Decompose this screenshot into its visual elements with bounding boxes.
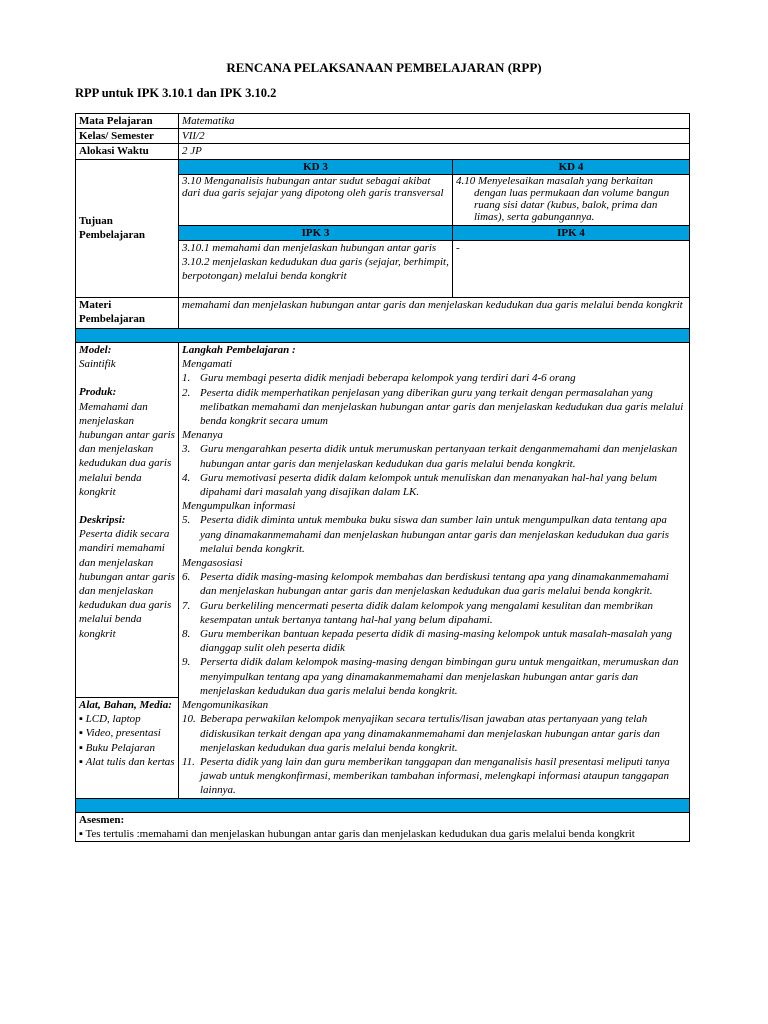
tujuan-label-line1: Tujuan (79, 215, 113, 228)
ipk4-text: - (453, 241, 690, 298)
document-title: RENCANA PELAKSANAAN PEMBELAJARAN (RPP) (226, 60, 542, 75)
alat-item: ▪ Alat tulis dan kertas (79, 755, 175, 769)
step-text: Peserta didik diminta untuk membuka buku siswa dan sumber lain untuk mengumpulkan data tentang apa yang dinamakanmemahami dan menjelaskan hubungan antar garis dan menjelaskan kedudukan dua garis melalui benda kongkrit. (200, 514, 669, 555)
steps-mengamati (182, 371, 686, 428)
stage-mengomunikasikan: Mengomunikasikan (182, 699, 269, 712)
step-number: 3. (182, 443, 191, 456)
step-number: 8. (182, 628, 191, 641)
langkah-label: Langkah Pembelajaran : (182, 344, 296, 357)
list-item (182, 655, 686, 698)
step-number: 1. (182, 372, 191, 385)
row-alokasi-waktu (76, 144, 690, 159)
list-item (182, 570, 686, 598)
sidebar-model-block (76, 343, 178, 697)
kd4-header: KD 4 (453, 159, 690, 174)
document-subtitle: RPP untuk IPK 3.10.1 dan IPK 3.10.2 (75, 86, 277, 100)
list-item (182, 755, 686, 798)
step-number: 6. (182, 571, 191, 584)
step-text: Peserta didik yang lain dan guru memberikan tanggapan dan menganalisis hasil presentasi meliputi tanya jawab untuk mengkonfirmasi, memberikan tambahan informasi, melengkapi informasi ataupun tanggapan lainnya. (200, 755, 670, 797)
alat-item: ▪ Buku Pelajaran (79, 741, 175, 755)
list-item (182, 471, 686, 499)
kelas-semester-value: VII/2 (179, 129, 690, 144)
list-item (182, 371, 686, 385)
tujuan-pembelajaran-label (76, 159, 179, 297)
section-divider-bar (76, 329, 690, 343)
step-number: 9. (182, 656, 191, 669)
step-text: Guru memberikan bantuan kepada peserta didik di masing-masing kelompok untuk masalah-masalah yang dianggap sulit oleh peserta didik (200, 628, 673, 655)
step-text: Peserta didik memperhatikan penjelasan yang diberikan guru yang terkait dengan permasalahan yang melibatkan memahami dan menjelaskan hubungan antar garis dan menjelaskan kedudukan dua garis melalui benda kongkrit secara umum (200, 386, 684, 428)
section-divider-bar (76, 798, 690, 812)
step-number: 11. (182, 755, 195, 768)
produk-value: Memahami dan menjelaskan hubungan antar garis dan menjelaskan kedudukan dua garis melalui benda kongkrit (79, 400, 175, 498)
list-item (182, 513, 686, 556)
alat-label: Alat, Bahan, Media: (79, 699, 172, 712)
step-text: Guru memotivasi peserta didik dalam kelompok untuk menuliskan dan menanyakan hal-hal yang belum dipahami dari masalah yang disajikan dalam LK. (200, 471, 658, 499)
sidebar-alat-block (76, 697, 178, 769)
step-text: Peserta didik masing-masing kelompok membahas dan berdiskusi tentang apa yang dinamakanmemahami dan menjelaskan hubungan antar garis dan menjelaskan kedudukan dua garis melalui benda kongkrit. (200, 571, 669, 598)
tujuan-label-line2: Pembelajaran (79, 229, 145, 242)
kd4-text-rest: dengan luas permukaan dan volume bangun ruang sisi datar (kubus, balok, prima dan limas), serta gabungannya. (474, 186, 670, 223)
langkah-pembelajaran-cell (179, 343, 690, 799)
ipk3-header: IPK 3 (179, 225, 453, 240)
deskripsi-label: Deskripsi: (79, 514, 126, 527)
kd4-text (453, 174, 690, 225)
mata-pelajaran-value: Matematika (179, 114, 690, 129)
materi-label-line2: Pembelajaran (79, 313, 145, 326)
ipk3-items (179, 241, 453, 298)
step-text: Guru mengarahkan peserta didik untuk merumuskan pertanyaan terkait denganmemahami dan menjelaskan hubungan antar garis dan menjelaskan kedudukan dua garis melalui benda kongkrit. (200, 443, 678, 470)
asesmen-cell (76, 812, 690, 841)
kd4-text-first: 4.10 Menyelesaikan masalah yang berkaitan (456, 174, 654, 187)
list-item (182, 627, 686, 655)
step-number: 2. (182, 386, 191, 399)
step-text: Beberapa perwakilan kelompok menyajikan secara tertulis/lisan jawaban atas pertanyaan yang telah didiskusikan terkait dengan apa yang dinamakanmemahami dan menjelaskan hubungan antar garis dan menjelaskan kedudukan dua garis melalui benda kongkrit. (200, 713, 660, 754)
list-item (182, 599, 686, 627)
list-item (182, 442, 686, 470)
alokasi-waktu-label: Alokasi Waktu (76, 144, 179, 159)
step-text: Perserta didik dalam kelompok masing-masing dengan bimbingan guru untuk mengaitkan, merumuskan dan menyimpulkan tentang apa yang dinamakanmemahami dan menjelaskan hubungan antar garis dan menjelaskan kedudukan dua garis melalui benda kongkrit. (200, 656, 679, 697)
list-item (182, 712, 686, 755)
row-materi (76, 298, 690, 329)
mata-pelajaran-label: Mata Pelajaran (76, 114, 179, 129)
stage-mengumpulkan-informasi: Mengumpulkan informasi (182, 500, 296, 513)
kd3-text: 3.10 Menganalisis hubungan antar sudut sebagai akibat dari dua garis sejajar yang dipotong oleh garis transversal (179, 174, 453, 225)
step-text: Guru berkeliling mencermati peserta didik dalam kelompok yang mengalami kesulitan dan membrikan kesempatan untuk bertanya tantang hal-hal yang belum dipahami. (200, 599, 654, 626)
stage-mengasosiasi: Mengasosiasi (182, 557, 243, 570)
step-text: Guru membagi peserta didik menjadi beberapa kelompok yang terdiri dari 4-6 orang (200, 372, 576, 385)
row-kelas-semester (76, 129, 690, 144)
step-number: 4. (182, 471, 191, 484)
step-number: 7. (182, 599, 191, 612)
steps-mengasosiasi (182, 570, 686, 698)
materi-label-line1: Materi (79, 299, 112, 312)
asesmen-label: Asesmen: (79, 813, 125, 826)
sidebar-cell (76, 343, 179, 799)
list-item (182, 386, 686, 429)
rpp-header-table (75, 113, 690, 842)
ipk4-header: IPK 4 (453, 225, 690, 240)
ipk3-item: 3.10.2 menjelaskan kedudukan dua garis (sejajar, berhimpit, berpotongan) melalui benda kongkrit (182, 256, 449, 283)
model-label: Model: (79, 344, 112, 357)
stage-menanya: Menanya (182, 429, 223, 442)
model-value: Saintifik (79, 358, 116, 371)
alokasi-waktu-value: 2 JP (179, 144, 690, 159)
kelas-semester-label: Kelas/ Semester (76, 129, 179, 144)
ipk3-item: 3.10.1 memahami dan menjelaskan hubungan antar garis (182, 242, 437, 255)
materi-pembelajaran-label (76, 298, 179, 329)
alat-item: ▪ LCD, laptop (79, 712, 175, 726)
asesmen-item: ▪ Tes tertulis :memahami dan menjelaskan hubungan antar garis dan menjelaskan kedudukan dua garis melalui benda kongkrit (79, 827, 686, 841)
step-number: 5. (182, 514, 191, 527)
alat-item: ▪ Video, presentasi (79, 726, 175, 740)
deskripsi-value: Peserta didik secara mandiri memahami dan menjelaskan hubungan antar garis dan menjelaskan kedudukan dua garis melalui benda kongkrit (79, 528, 175, 640)
row-mata-pelajaran (76, 114, 690, 129)
steps-mengumpulkan (182, 513, 686, 556)
stage-mengamati: Mengamati (182, 358, 233, 371)
kd3-header: KD 3 (179, 159, 453, 174)
materi-pembelajaran-value: memahami dan menjelaskan hubungan antar garis dan menjelaskan kedudukan dua garis melalui benda kongkrit (179, 298, 690, 329)
step-number: 10. (182, 713, 196, 726)
produk-label: Produk: (79, 386, 117, 399)
steps-mengomunikasikan (182, 712, 686, 797)
steps-menanya (182, 442, 686, 499)
